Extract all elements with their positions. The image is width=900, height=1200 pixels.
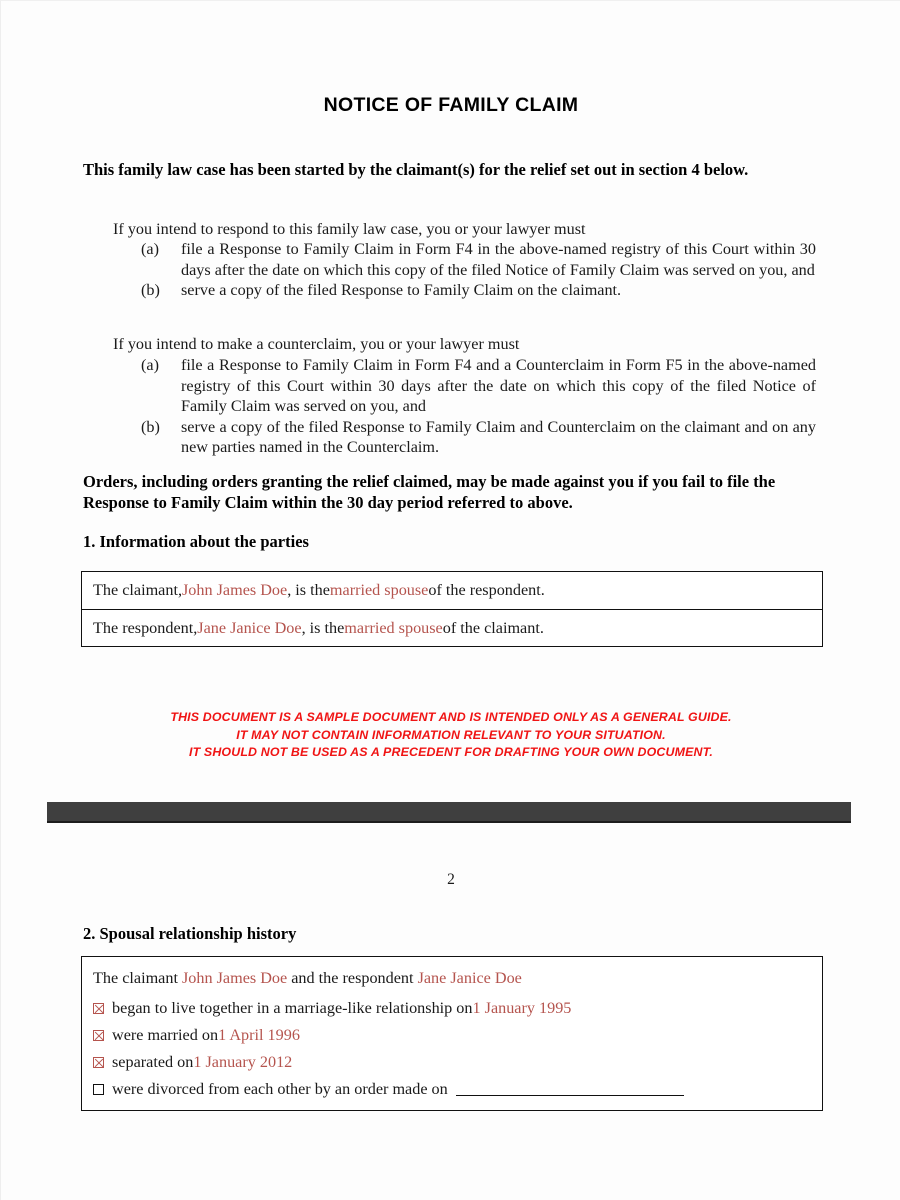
history-item-label: separated on xyxy=(112,1053,194,1071)
history-item-label: were married on xyxy=(112,1026,219,1044)
list-item-text: file a Response to Family Claim in Form F4 in the above-named registry of this Court within 30 days after the date on which this copy of the filed Notice of Family Claim was served on you, and xyxy=(181,240,816,279)
respond-lead-line: If you intend to respond to this family law case, you or your lawyer must xyxy=(113,220,586,238)
row-suffix: of the respondent. xyxy=(428,581,545,599)
parties-table xyxy=(81,571,823,647)
checkbox-checked-icon[interactable] xyxy=(93,1057,104,1068)
table-row xyxy=(82,609,822,646)
list-item-text: serve a copy of the filed Response to Family Claim on the claimant. xyxy=(181,281,622,299)
section-2-heading: 2. Spousal relationship history xyxy=(83,924,297,943)
checkbox-checked-icon[interactable] xyxy=(93,1003,104,1014)
list-item xyxy=(141,280,816,301)
sample-notice-line-1: THIS DOCUMENT IS A SAMPLE DOCUMENT AND IS INTENDED ONLY AS A GENERAL GUIDE. xyxy=(170,710,732,724)
list-item-tag: (a) xyxy=(141,240,159,258)
sample-notice-line-3: IT SHOULD NOT BE USED AS A PRECEDENT FOR DRAFTING YOUR OWN DOCUMENT. xyxy=(189,745,713,759)
intro-mid: and the respondent xyxy=(287,969,418,987)
intro-paragraph: This family law case has been started by the claimant(s) for the relief set out in section 4 below. xyxy=(83,160,749,179)
list-item xyxy=(141,355,816,417)
claimant-name: John James Doe xyxy=(182,969,288,987)
row-prefix: The respondent, xyxy=(93,618,198,637)
list-item xyxy=(141,417,816,458)
page-separator-bar xyxy=(47,802,851,823)
history-intro-line xyxy=(93,967,822,989)
counterclaim-lead-line: If you intend to make a counterclaim, you or your lawyer must xyxy=(113,335,520,353)
page-number: 2 xyxy=(447,871,455,888)
list-item-tag: (b) xyxy=(141,417,160,436)
history-item-label: were divorced from each other by an order made on xyxy=(112,1080,448,1098)
respondent-name: Jane Janice Doe xyxy=(197,618,302,637)
sample-notice-line-2: IT MAY NOT CONTAIN INFORMATION RELEVANT TO YOUR SITUATION. xyxy=(236,727,666,742)
counterclaim-list xyxy=(141,355,816,458)
row-prefix: The claimant, xyxy=(93,581,182,599)
list-item-text: serve a copy of the filed Response to Family Claim and Counterclaim on the claimant and on any new parties named in the Counterclaim. xyxy=(181,417,816,456)
row-mid: , is the xyxy=(287,581,330,599)
orders-warning-paragraph: Orders, including orders granting the relief claimed, may be made against you if you fail to file the Response to Family Claim within the 30 day period referred to above. xyxy=(83,472,776,512)
claimant-name: John James Doe xyxy=(182,581,288,599)
relationship-value: married spouse xyxy=(329,581,429,599)
section-1-heading: 1. Information about the parties xyxy=(83,532,309,551)
list-item xyxy=(141,239,816,280)
intro-prefix: The claimant xyxy=(93,969,182,987)
list-item xyxy=(93,1076,822,1103)
respondent-name: Jane Janice Doe xyxy=(417,969,522,987)
list-item xyxy=(93,1049,822,1076)
list-item xyxy=(93,1022,822,1049)
divorce-date-blank-field[interactable] xyxy=(456,1083,684,1096)
spousal-history-table xyxy=(81,956,823,1111)
row-suffix: of the claimant. xyxy=(442,618,544,637)
checkbox-checked-icon[interactable] xyxy=(93,1030,104,1041)
respond-list xyxy=(141,239,816,301)
list-item xyxy=(93,995,822,1022)
relationship-value: married spouse xyxy=(344,618,443,637)
history-item-value: 1 January 1995 xyxy=(472,999,572,1017)
list-item-tag: (a) xyxy=(141,356,159,374)
checkbox-unchecked-icon[interactable] xyxy=(93,1084,104,1095)
table-row xyxy=(82,572,822,609)
history-item-value: 1 April 1996 xyxy=(218,1026,300,1044)
history-item-label: began to live together in a marriage-like relationship on xyxy=(112,999,473,1017)
list-item-text: file a Response to Family Claim in Form F4 and a Counterclaim in Form F5 in the above-named registry of this Court within 30 days after the date on which this copy of the filed Notice of Family Claim was served on you, and xyxy=(181,356,816,415)
page-title: NOTICE OF FAMILY CLAIM xyxy=(323,94,579,116)
list-item-tag: (b) xyxy=(141,281,160,299)
history-item-value: 1 January 2012 xyxy=(193,1053,293,1071)
row-mid: , is the xyxy=(301,618,345,637)
sample-document-notice xyxy=(1,709,900,762)
